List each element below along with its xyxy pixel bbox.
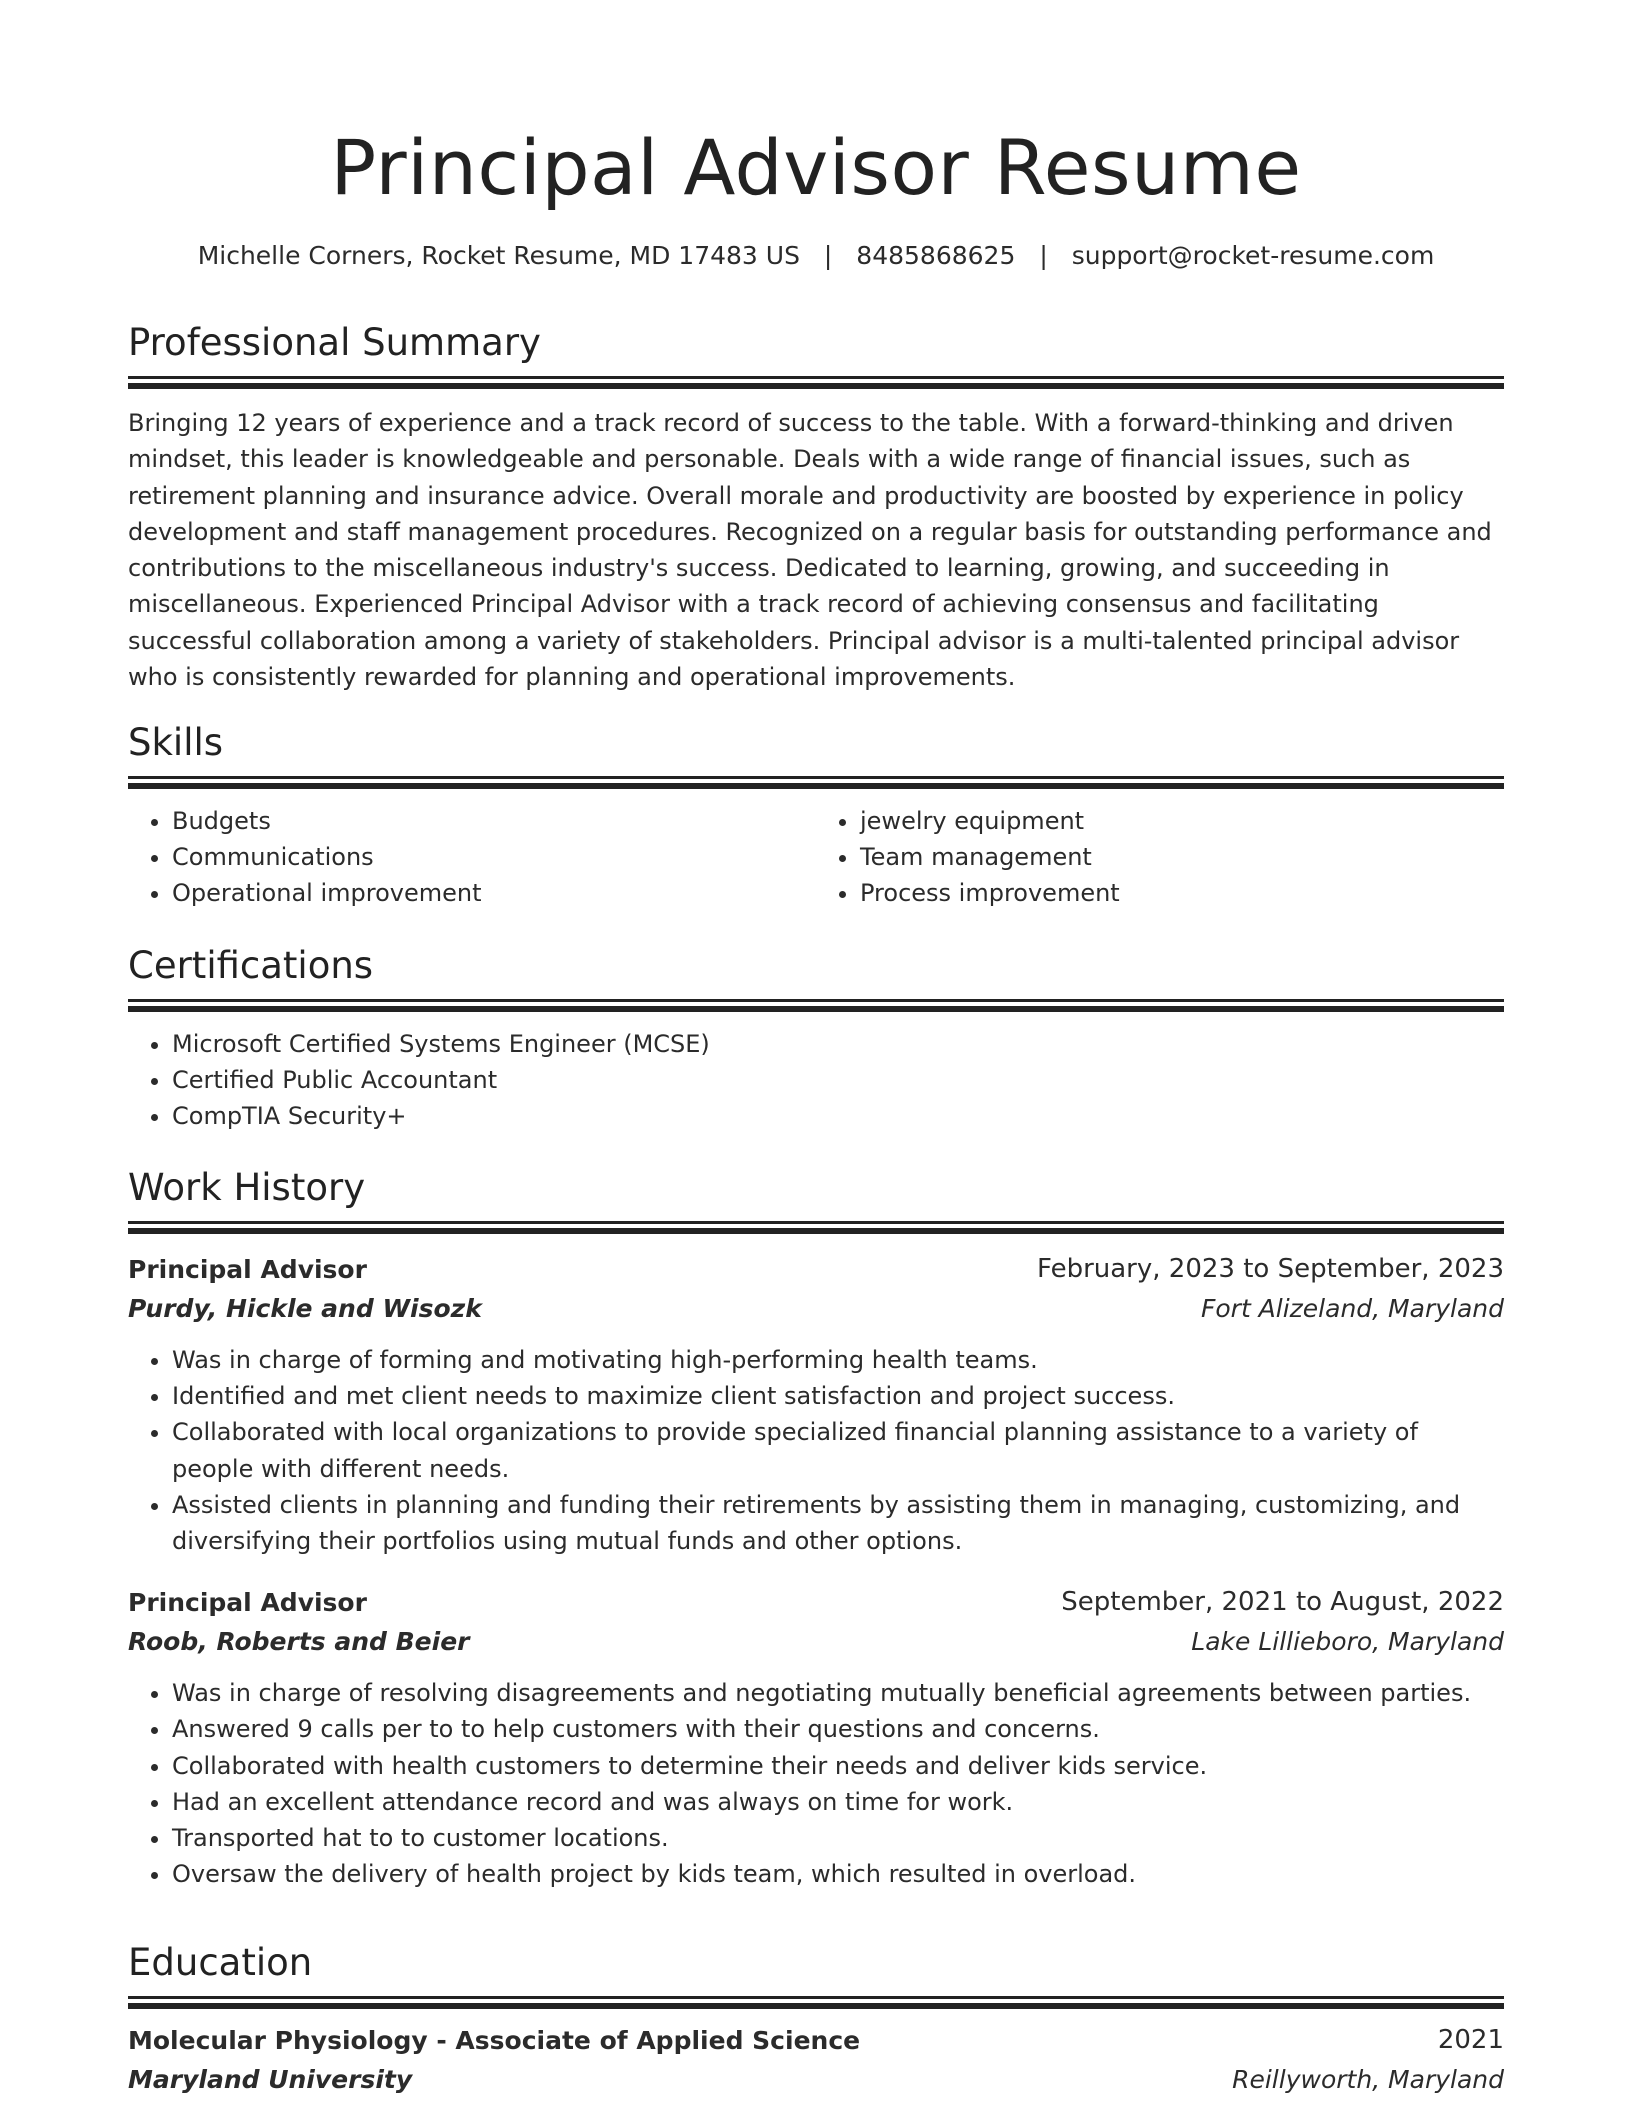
job-location: Lake Lillieboro, Maryland — [1191, 1627, 1504, 1657]
job-bullets — [128, 1675, 1504, 1892]
skills-section — [128, 718, 1504, 912]
skill-item: • Team management — [860, 839, 1504, 875]
certifications-list — [128, 1026, 1504, 1135]
skill-item: • jewelry equipment — [860, 803, 1504, 839]
job-bullet: • Assisted clients in planning and funding their retirements by assisting them in managing, customizing, and diversifying their portfolios using mutual funds and other options. — [172, 1487, 1504, 1559]
job-bullet: • Identified and met client needs to maximize client satisfaction and project success. — [172, 1378, 1504, 1414]
job-title: Principal Advisor — [128, 1255, 367, 1284]
job-bullet: • Oversaw the delivery of health project by kids team, which resulted in overload. — [172, 1856, 1504, 1892]
job-location: Fort Alizeland, Maryland — [1200, 1294, 1504, 1323]
job-company-row — [128, 1622, 1504, 1661]
job-header-row — [128, 1250, 1504, 1289]
job-company-row — [128, 1289, 1504, 1328]
contact-email: support@rocket-resume.com — [1071, 241, 1435, 270]
job-bullet: • Answered 9 calls per to to help customers with their questions and concerns. — [172, 1711, 1504, 1747]
work-history-section — [128, 1163, 1504, 1892]
skill-item: • Communications — [172, 839, 816, 875]
section-rule — [128, 1221, 1504, 1224]
education-location: Reillyworth, Maryland — [1232, 2065, 1504, 2094]
summary-text: Bringing 12 years of experience and a track record of success to the table. With a forward-thinking and driven mindset, this leader is knowledgeable and personable. Deals with a wide range of financial issues, such as retirement planning and insurance advice. Overall morale and productivity are boosted by experience in policy development and staff management procedures. Recognized on a regular basis for outstanding performance and contributions to the miscellaneous industry's success. Dedicated to learning, growing, and succeeding in miscellaneous. Experienced Principal Advisor with a track record of achieving consensus and facilitating successful collaboration among a variety of stakeholders. Principal advisor is a multi-talented principal advisor who is consistently rewarded for planning and operational improvements. — [128, 409, 1492, 692]
job-entry — [128, 1583, 1504, 1892]
section-heading-summary: Professional Summary — [128, 321, 541, 364]
contact-phone: 8485868625 — [856, 241, 1016, 270]
job-bullet: • Collaborated with local organizations to provide specialized financial planning assistance to a variety of people with different needs. — [172, 1414, 1504, 1486]
job-bullet: • Was in charge of resolving disagreements and negotiating mutually beneficial agreements between parties. — [172, 1675, 1504, 1711]
section-rule — [128, 776, 1504, 779]
education-header-row — [128, 2021, 1504, 2060]
job-dates: September, 2021 to August, 2022 — [1061, 1587, 1504, 1618]
certification-item: • Certified Public Accountant — [172, 1062, 1504, 1098]
section-heading-certifications: Certifications — [128, 944, 374, 987]
section-rule — [128, 1006, 1504, 1012]
job-bullet: • Collaborated with health customers to determine their needs and deliver kids service. — [172, 1748, 1504, 1784]
contact-separator: | — [823, 241, 833, 270]
education-section — [128, 1938, 1504, 2099]
job-company: Purdy, Hickle and Wisozk — [128, 1294, 482, 1323]
certification-item: • Microsoft Certified Systems Engineer (MCSE) — [172, 1026, 1504, 1062]
skills-columns — [128, 803, 1504, 912]
job-bullets — [128, 1342, 1504, 1559]
skills-list-right — [816, 803, 1504, 912]
summary-section — [128, 318, 1504, 695]
skill-item: • Budgets — [172, 803, 816, 839]
education-year: 2021 — [1437, 2025, 1504, 2055]
certification-item: • CompTIA Security+ — [172, 1098, 1504, 1134]
job-company: Roob, Roberts and Beier — [128, 1627, 470, 1657]
skill-item: • Process improvement — [860, 875, 1504, 911]
section-heading-skills: Skills — [128, 721, 224, 764]
section-heading-education: Education — [128, 1941, 313, 1984]
section-rule — [128, 1228, 1504, 1234]
job-bullet: • Transported hat to to customer locations. — [172, 1820, 1504, 1856]
skill-item: • Operational improvement — [172, 875, 816, 911]
contact-separator: | — [1039, 241, 1048, 270]
resume-title: Principal Advisor Resume — [330, 123, 1302, 212]
job-bullet: • Was in charge of forming and motivating high-performing health teams. — [172, 1342, 1504, 1378]
job-bullet: • Had an excellent attendance record and was always on time for work. — [172, 1784, 1504, 1820]
section-rule — [128, 999, 1504, 1002]
job-dates: February, 2023 to September, 2023 — [1037, 1254, 1504, 1284]
section-rule — [128, 1996, 1504, 1999]
skills-list-left — [128, 803, 816, 912]
education-entry — [128, 2021, 1504, 2099]
job-title: Principal Advisor — [128, 1588, 367, 1618]
education-school: Maryland University — [128, 2065, 413, 2094]
section-heading-work: Work History — [128, 1166, 366, 1209]
certifications-section — [128, 941, 1504, 1135]
section-rule — [128, 376, 1504, 379]
education-school-row — [128, 2060, 1504, 2099]
job-entry — [128, 1250, 1504, 1559]
section-rule — [128, 783, 1504, 789]
contact-address: Michelle Corners, Rocket Resume, MD 17483 US — [197, 241, 800, 270]
job-header-row — [128, 1583, 1504, 1622]
section-rule — [128, 2003, 1504, 2009]
education-degree: Molecular Physiology - Associate of Applied Science — [128, 2026, 861, 2055]
contact-line — [128, 238, 1504, 274]
section-rule — [128, 383, 1504, 389]
